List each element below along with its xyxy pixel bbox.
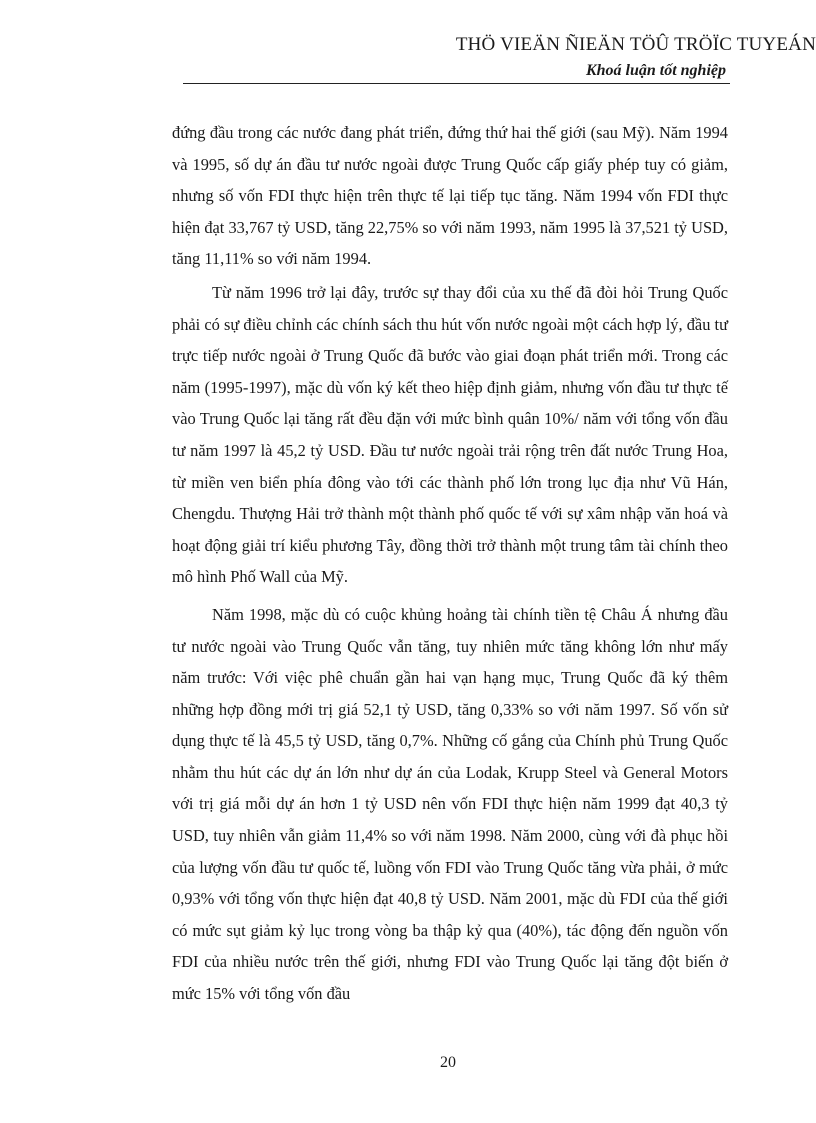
document-subtitle: Khoá luận tốt nghiệp	[585, 62, 726, 79]
page-number: 20	[440, 1054, 456, 1071]
paragraph-3: Năm 1998, mặc dù có cuộc khủng hoảng tài chính tiền tệ Châu Á nhưng đầu tư nước ngoài vào Trung Quốc vẫn tăng, tuy nhiên mức tăng không lớn như mấy năm trước: Với việc phê chuẩn gần hai vạn hạng mục, Trung Quốc đã ký thêm những hợp đồng mới trị giá 52,1 tỷ USD, tăng 0,33% so với năm 1997. Số vốn sử dụng thực tế là 45,5 tỷ USD, tăng 0,7%. Những cố gắng của Chính phủ Trung Quốc nhằm thu hút các dự án lớn như dự án của Lodak, Krupp Steel và General Motors với trị giá mỗi dự án hơn 1 tỷ USD nên vốn FDI thực hiện năm 1999 đạt 40,3 tỷ USD, tuy nhiên vẫn giảm 11,4% so với năm 1998. Năm 2000, cùng với đà phục hồi của lượng vốn đầu tư quốc tế, luồng vốn FDI vào Trung Quốc tăng vừa phải, ở mức 0,93% với tổng vốn thực hiện đạt 40,8 tỷ USD. Năm 2001, mặc dù FDI của thế giới có mức sụt giảm kỷ lục trong vòng ba thập kỷ qua (40%), tác động đến nguồn vốn FDI của nhiều nước trên thế giới, nhưng FDI vào Trung Quốc lại tăng đột biến ở mức 15% với tổng vốn đầu	[172, 604, 728, 1004]
site-title: THÖ VIEÄN ÑIEÄN TÖÛ TRÖÏC TUYEÁN	[455, 34, 816, 55]
paragraph-2: Từ năm 1996 trở lại đây, trước sự thay đổi của xu thế đã đòi hỏi Trung Quốc phải có sự điều chỉnh các chính sách thu hút vốn nước ngoài một cách hợp lý, đầu tư trực tiếp nước ngoài ở Trung Quốc đã bước vào giai đoạn phát triển mới. Trong các năm (1995-1997), mặc dù vốn ký kết theo hiệp định giảm, nhưng vốn đầu tư thực tế vào Trung Quốc lại tăng rất đều đặn với mức bình quân 10%/ năm với tổng vốn đầu tư năm 1997 là 45,2 tỷ USD. Đầu tư nước ngoài trải rộng trên đất nước Trung Hoa, từ miền ven biển phía đông vào tới các thành phố lớn trong lục địa như Vũ Hán, Chengdu. Thượng Hải trở thành một thành phố quốc tế với sự xâm nhập văn hoá và hoạt động giải trí kiểu phương Tây, đồng thời trở thành một trung tâm tài chính theo mô hình Phố Wall của Mỹ.	[172, 282, 728, 587]
header-divider	[183, 83, 730, 84]
document-body	[172, 117, 728, 1010]
paragraph-1: đứng đầu trong các nước đang phát triển, đứng thứ hai thế giới (sau Mỹ). Năm 1994 và 1995, số dự án đầu tư nước ngoài được Trung Quốc cấp giấy phép tuy có giảm, nhưng số vốn FDI thực hiện trên thực tế lại tiếp tục tăng. Năm 1994 vốn FDI thực hiện đạt 33,767 tỷ USD, tăng 22,75% so với năm 1993, năm 1995 là 37,521 tỷ USD, tăng 11,11% so với năm 1994.	[172, 123, 728, 269]
